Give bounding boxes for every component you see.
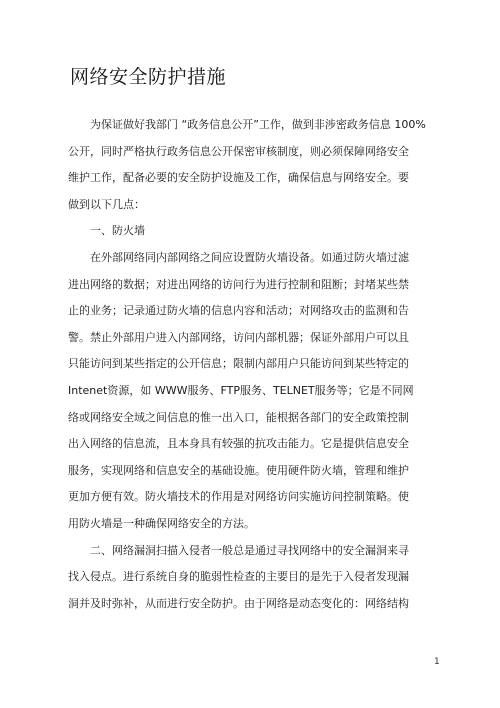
text-line: 络或网络安全域之间信息的惟一出入口，能根据各部门的安全政策控制: [68, 410, 409, 424]
text-line: 在外部网络同内部网络之间应设置防火墙设备。如通过防火墙过滤: [90, 250, 409, 264]
text-line: 警。禁止外部用户进入内部网络，访问内部机器；保证外部用户可以且: [68, 330, 409, 344]
document-title: 网络安全防护措施: [70, 66, 227, 88]
text-line: 用防火墙是一种确保网络安全的方法。: [68, 516, 255, 530]
text-line: 更加方便有效。防火墙技术的作用是对网络访问实施访问控制策略。使: [68, 490, 409, 504]
text-line: 一、防火墙: [90, 224, 145, 238]
text-line: 二、网络漏洞扫描入侵者一般总是通过寻找网络中的安全漏洞来寻: [90, 543, 409, 557]
text-line: 止的业务；记录通过防火墙的信息内容和活动；对网络攻击的监测和告: [68, 304, 409, 318]
text-line: 为保证做好我部门 “政务信息公开”工作，做到非涉密政务信息 100%: [90, 118, 426, 131]
text-line: 维护工作，配备必要的安全防护设施及工作，确保信息与网络安全。要: [68, 171, 409, 185]
document-body: [68, 112, 438, 617]
text-line: 服务，实现网络和信息安全的基础设施。使用硬件防火墙，管理和维护: [68, 463, 409, 477]
text-line: 公开，同时严格执行政务信息公开保密审核制度，则必须保障网络安全: [68, 144, 409, 158]
text-line: 进出网络的数据；对进出网络的访问行为进行控制和阻断；封堵某些禁: [68, 277, 409, 291]
text-line: 出入网络的信息流，且本身具有较强的抗攻击能力。它是提供信息安全: [68, 437, 409, 451]
text-line: 洞并及时弥补，从而进行安全防护。由于网络是动态变化的：网络结构: [68, 596, 409, 610]
text-line: 只能访问到某些指定的公开信息；限制内部用户只能访问到某些特定的: [68, 357, 409, 371]
page-number: 1: [434, 657, 440, 667]
text-line: 做到以下几点：: [68, 197, 145, 211]
text-line: Intenet资源，如 WWW服务、FTP服务、TELNET服务等；它是不同网: [68, 383, 414, 397]
text-line: 找入侵点。进行系统自身的脆弱性检查的主要目的是先于入侵者发现漏: [68, 570, 409, 584]
